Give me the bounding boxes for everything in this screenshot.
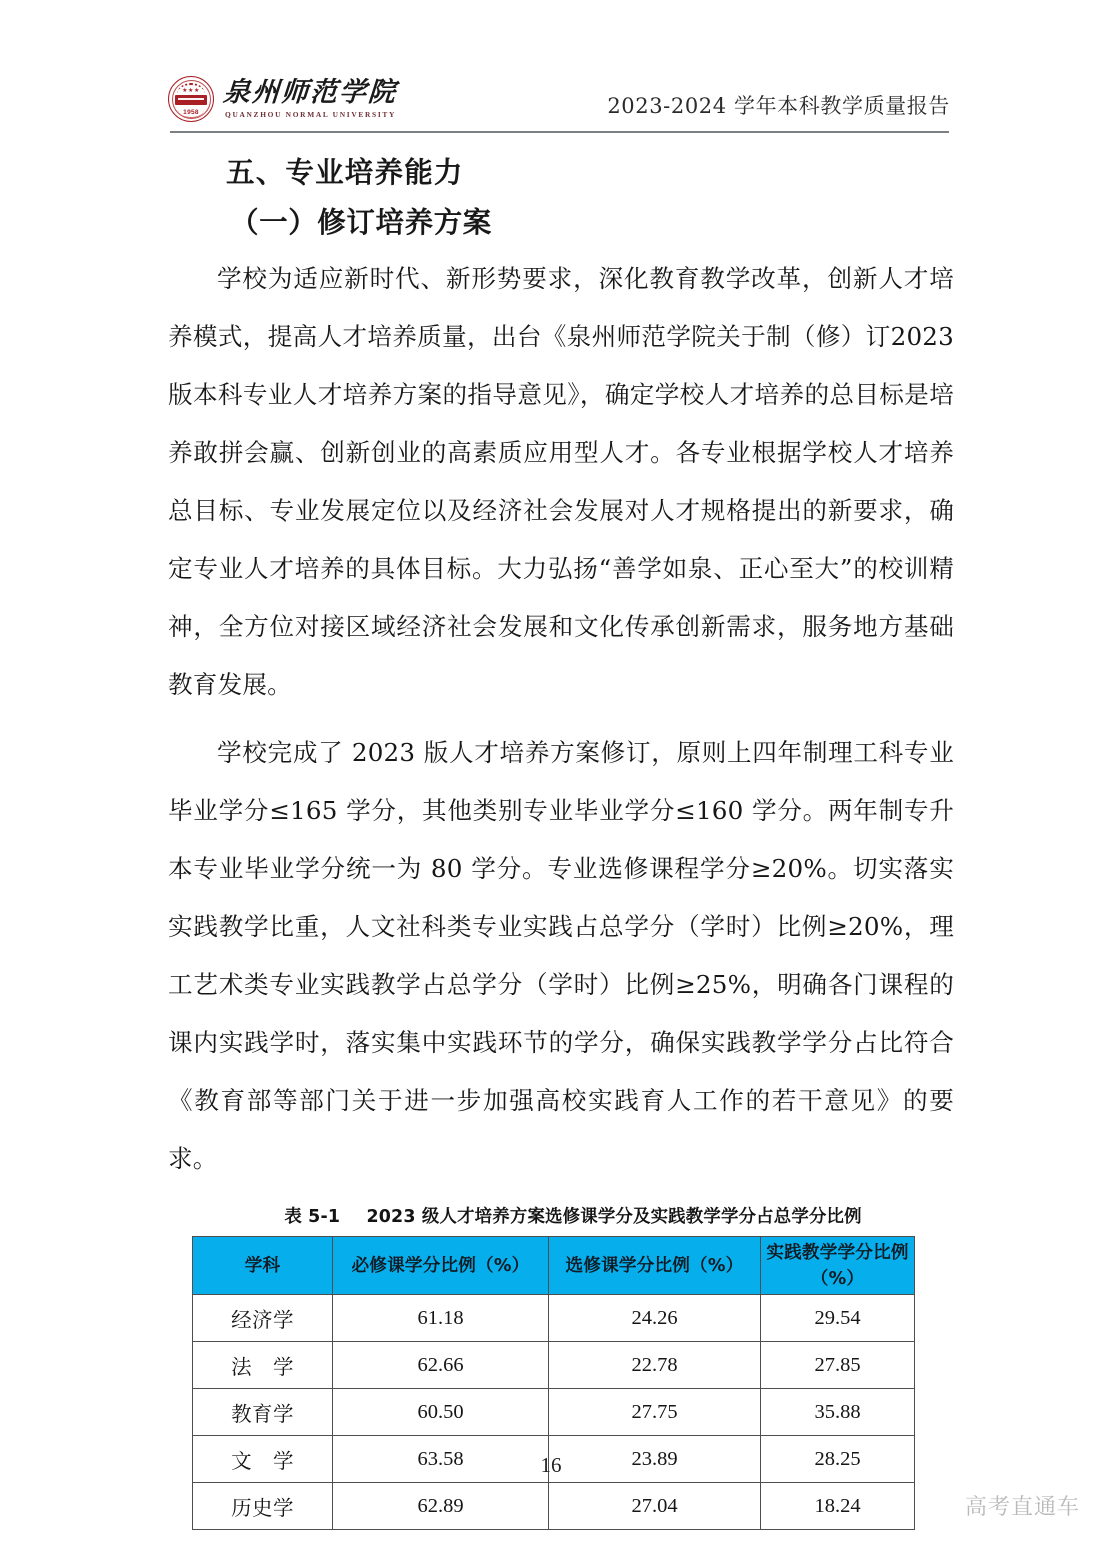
- table-row: [193, 1389, 915, 1436]
- column-header-required-ratio: 必修课学分比例（%）: [333, 1237, 549, 1295]
- column-header-subject: 学科: [193, 1237, 333, 1295]
- cell-elective: 27.75: [549, 1389, 761, 1436]
- table-row: [193, 1483, 915, 1530]
- table-block: [168, 1202, 954, 1530]
- cell-subject: 法 学: [193, 1342, 333, 1389]
- report-header-title: 2023-2024 学年本科教学质量报告: [607, 94, 950, 118]
- cell-subject: 历史学: [193, 1483, 333, 1530]
- page-content: [168, 150, 954, 1530]
- cell-practice: 35.88: [761, 1389, 915, 1436]
- page-header: [0, 0, 1102, 136]
- body-paragraph-2: 学校完成了 2023 版人才培养方案修订，原则上四年制理工科专业毕业学分≤165 学分，其他类别专业毕业学分≤160 学分。两年制专升本专业毕业学分统一为 80 学分。专业选修课程学分≥20%。切实落实实践教学比重，人文社科类专业实践占总学分（学时）比例≥20%，理工艺术类专业实践教学占总学分（学时）比例≥25%，明确各门课程的课内实践学时，落实集中实践环节的学分，确保实践教学学分占比符合《教育部等部门关于进一步加强高校实践育人工作的若干意见》的要求。: [168, 738, 954, 1173]
- cell-subject: 教育学: [193, 1389, 333, 1436]
- column-header-practice-ratio: 实践教学学分比例（%）: [761, 1237, 915, 1295]
- cell-practice: 27.85: [761, 1342, 915, 1389]
- cell-elective: 27.04: [549, 1483, 761, 1530]
- cell-elective: 22.78: [549, 1342, 761, 1389]
- cell-required: 62.89: [333, 1483, 549, 1530]
- table-row: [193, 1342, 915, 1389]
- university-name-cn: 泉州师范学院: [221, 77, 399, 108]
- seal-year: 1958: [183, 109, 199, 116]
- body-paragraph-1: 学校为适应新时代、新形势要求，深化教育教学改革，创新人才培养模式，提高人才培养质量，出台《泉州师范学院关于制（修）订2023 版本科专业人才培养方案的指导意见》，确定学校人才培养的总目标是培养敢拼会赢、创新创业的高素质应用型人才。各专业根据学校人才培养总目标、专业发展定位以及经济社会发展对人才规格提出的新要求，确定专业人才培养的具体目标。大力弘扬“善学如泉、正心至大”的校训精神，全方位对接区域经济社会发展和文化传承创新需求，服务地方基础教育发展。: [168, 264, 954, 699]
- credit-ratio-table: [192, 1236, 915, 1530]
- cell-subject: 经济学: [193, 1295, 333, 1342]
- page-number: 16: [540, 1453, 562, 1477]
- table-caption-text: 2023 级人才培养方案选修课学分及实践教学学分占总学分比例: [366, 1207, 862, 1227]
- cell-elective: 24.26: [549, 1295, 761, 1342]
- table-row: [193, 1295, 915, 1342]
- watermark: 高考直通车: [964, 1495, 1080, 1520]
- cell-required: 61.18: [333, 1295, 549, 1342]
- university-name-en: QUANZHOU NORMAL UNIVERSITY: [225, 110, 397, 119]
- table-header-row: [193, 1237, 915, 1295]
- university-seal-icon: ★★★ 1958: [168, 76, 214, 122]
- table-caption: [168, 1202, 954, 1232]
- cell-practice: 18.24: [761, 1483, 915, 1530]
- cell-subject: 文 学: [193, 1436, 333, 1483]
- cell-required: 62.66: [333, 1342, 549, 1389]
- cell-required: 63.58: [333, 1436, 549, 1483]
- cell-required: 60.50: [333, 1389, 549, 1436]
- column-header-elective-ratio: 选修课学分比例（%）: [549, 1237, 761, 1295]
- table-caption-label: 表 5-1: [284, 1207, 341, 1227]
- section-heading: 五、专业培养能力: [226, 156, 464, 189]
- cell-elective: 23.89: [549, 1436, 761, 1483]
- subsection-heading: （一）修订培养方案: [230, 206, 492, 239]
- university-brand: [168, 76, 397, 122]
- header-divider: [170, 131, 949, 133]
- cell-practice: 29.54: [761, 1295, 915, 1342]
- cell-practice: 28.25: [761, 1436, 915, 1483]
